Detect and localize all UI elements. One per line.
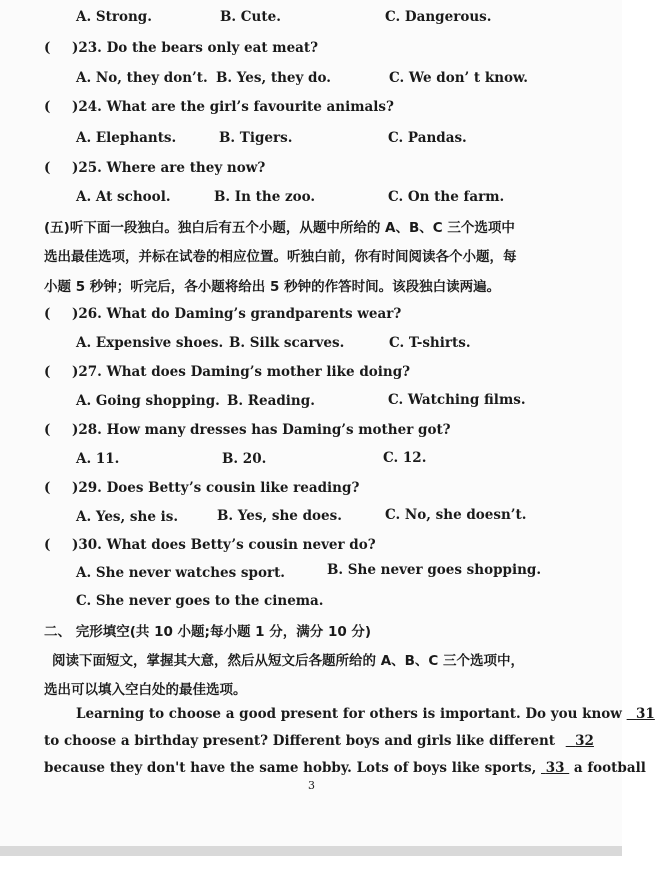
q30-option-b: B. She never goes shopping.	[327, 562, 542, 578]
q28-paren: (	[44, 422, 51, 438]
q30-paren: (	[44, 537, 51, 553]
passage-line-2-text: to choose a birthday present? Different boys and girls like different	[44, 733, 556, 749]
passage-line-1-text: Learning to choose a good present for others is important. Do you know	[76, 706, 622, 722]
q25-text: )25. Where are they now?	[72, 160, 266, 176]
q24-text: )24. What are the girl’s favourite animals?	[72, 99, 394, 115]
passage-line-2	[44, 733, 594, 749]
q23-text: )23. Do the bears only eat meat?	[72, 40, 319, 56]
passage-line-3-tail: a football	[573, 760, 646, 776]
q23-option-c: C. We don’ t know.	[389, 70, 528, 86]
q24-option-c: C. Pandas.	[388, 130, 467, 146]
q23-paren: (	[44, 40, 51, 56]
q26-option-b: B. Silk scarves.	[229, 335, 345, 351]
q30-option-c: C. She never goes to the cinema.	[76, 593, 324, 609]
blank-33	[541, 760, 569, 776]
q25-option-b: B. In the zoo.	[214, 189, 316, 205]
q25-option-a: A. At school.	[76, 189, 171, 205]
q22-option-a: A. Strong.	[76, 9, 152, 25]
q25-paren: (	[44, 160, 51, 176]
blank-31	[627, 706, 655, 722]
part2-instruction-1: 阅读下面短文，掌握其大意，然后从短文后各题所给的 A、B、C 三个选项中，	[52, 653, 525, 669]
blank-32-number: 32	[575, 733, 594, 749]
q30-option-a: A. She never watches sport.	[76, 565, 285, 581]
q29-paren: (	[44, 480, 51, 496]
section5-line3: 小题 5 秒钟；听完后，各小题将给出 5 秒钟的作答时间。该段独白读两遍。	[44, 279, 501, 295]
q28-option-a: A. 11.	[76, 451, 120, 467]
passage-line-1	[76, 706, 655, 722]
q23-option-a: A. No, they don’t.	[76, 70, 208, 86]
section5-line1: (五)听下面一段独白。独白后有五个小题，从题中所给的 A、B、C 三个选项中	[44, 220, 515, 236]
blank-32	[566, 733, 594, 749]
q25-option-c: C. On the farm.	[388, 189, 505, 205]
q27-paren: (	[44, 364, 51, 380]
q29-option-a: A. Yes, she is.	[76, 509, 179, 525]
q24-option-b: B. Tigers.	[219, 130, 293, 146]
page-number: 3	[308, 779, 315, 792]
q22-option-c: C. Dangerous.	[385, 9, 492, 25]
q28-option-c: C. 12.	[383, 450, 427, 466]
q28-text: )28. How many dresses has Daming’s mother got?	[72, 422, 451, 438]
bottom-bar	[0, 846, 622, 856]
section5-line2: 选出最佳选项，并标在试卷的相应位置。听独白前，你有时间阅读各个小题，每	[44, 249, 517, 265]
q24-option-a: A. Elephants.	[76, 130, 177, 146]
q24-paren: (	[44, 99, 51, 115]
q29-text: )29. Does Betty’s cousin like reading?	[72, 480, 360, 496]
passage-line-3-text: because they don't have the same hobby. Lots of boys like sports,	[44, 760, 537, 776]
blank-31-number: 31	[636, 706, 655, 722]
q30-text: )30. What does Betty’s cousin never do?	[72, 537, 376, 553]
part2-heading: 二、 完形填空(共 10 小题;每小题 1 分，满分 10 分)	[44, 624, 372, 640]
part2-instruction-2: 选出可以填入空白处的最佳选项。	[44, 682, 247, 698]
q29-option-c: C. No, she doesn’t.	[385, 507, 527, 523]
q27-option-c: C. Watching films.	[388, 392, 526, 408]
q26-option-a: A. Expensive shoes.	[76, 335, 224, 351]
q29-option-b: B. Yes, she does.	[217, 508, 342, 524]
q22-option-b: B. Cute.	[220, 9, 281, 25]
q27-text: )27. What does Daming’s mother like doing?	[72, 364, 411, 380]
q26-text: )26. What do Daming’s grandparents wear?	[72, 306, 402, 322]
q26-option-c: C. T-shirts.	[389, 335, 471, 351]
blank-33-number: 33	[545, 760, 565, 776]
q23-option-b: B. Yes, they do.	[216, 70, 331, 86]
q27-option-b: B. Reading.	[227, 393, 315, 409]
q26-paren: (	[44, 306, 51, 322]
q28-option-b: B. 20.	[222, 451, 267, 467]
passage-line-3	[44, 760, 646, 776]
q27-option-a: A. Going shopping.	[76, 393, 220, 409]
